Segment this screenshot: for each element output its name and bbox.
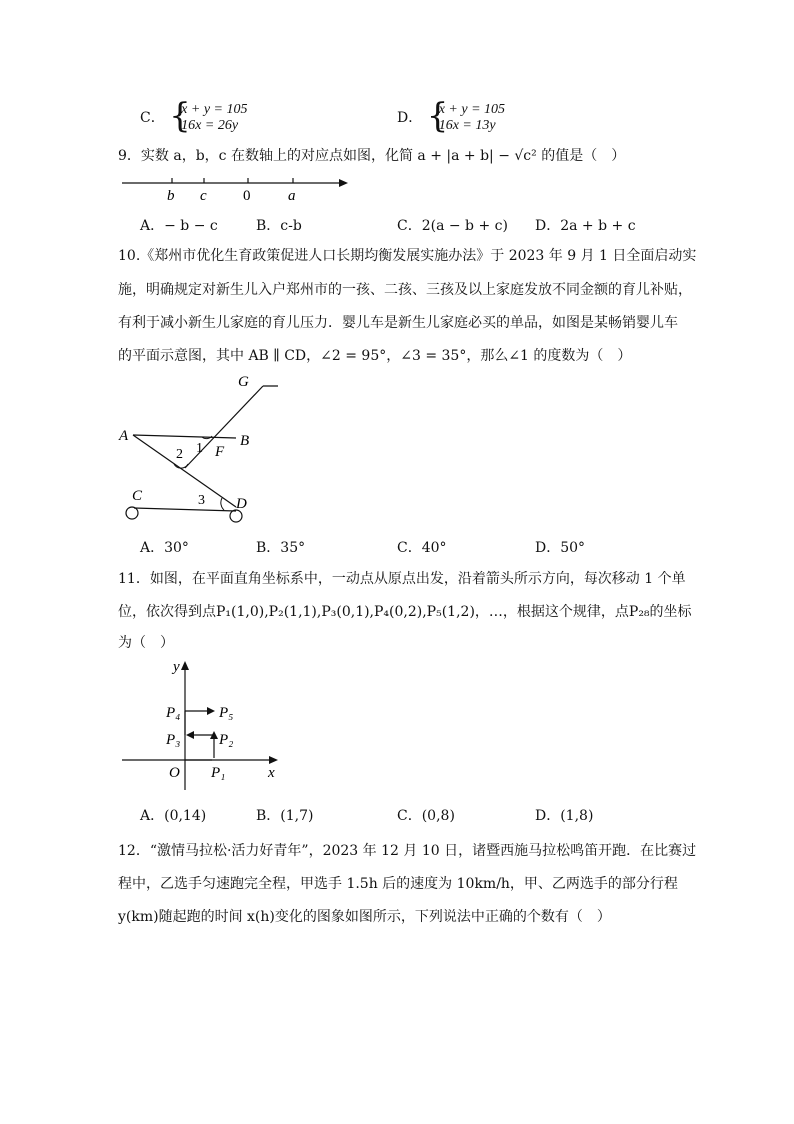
q11-option-d: D．(1,8) [535, 808, 594, 824]
segment-CD [134, 508, 236, 511]
q9-option-d: D．2a + b + c [535, 218, 636, 234]
q10-option-c: C．40° [397, 540, 447, 556]
point-P4-label: P₄ [166, 705, 181, 721]
arrow-left-icon [186, 731, 194, 739]
point-P1-label: P₁ [211, 765, 226, 781]
y-axis-arrow-icon [181, 661, 189, 670]
q11-line-2: 位，依次得到点P₁(1,0),P₂(1,1),P₃(0,1),P₄(0,2),P₅(1,2)，…，根据这个规律，点P₂₈的坐标 [118, 604, 692, 620]
point-G-label: G [238, 374, 249, 390]
q10-option-a: A．30° [140, 540, 189, 556]
q8-option-c-label: C． [140, 110, 165, 126]
q10-line-1: 10.《郑州市优化生育政策促进人口长期均衡发展实施办法》于 2023 年 9 月 1 日全面启动实 [118, 248, 697, 264]
angle-1-label: 1 [196, 441, 203, 456]
number-line-label-c: c [200, 188, 207, 204]
q11-option-b: B．(1,7) [256, 808, 314, 824]
stroller-figure [118, 370, 278, 530]
q10-option-d: D．50° [535, 540, 586, 556]
point-C-label: C [132, 488, 143, 504]
point-P2-label: P₂ [219, 732, 234, 748]
wheel-left [126, 507, 138, 519]
q8-option-c [140, 96, 248, 136]
q8-option-c-system: { x + y = 105 16x = 26y [169, 96, 248, 136]
coordinate-figure [118, 655, 288, 795]
q8-option-d-system: { x + y = 105 16x = 13y [426, 96, 506, 136]
number-line-arrow-icon [339, 179, 348, 187]
q10-line-4: 的平面示意图，其中 AB ∥ CD，∠2 = 95°，∠3 = 35°，那么∠1 的度数为（ ） [118, 348, 632, 364]
q8-option-c-eq2: 16x = 26y [181, 118, 239, 133]
q9-stem: 9．实数 a，b，c 在数轴上的对应点如图，化简 a + |a + b| − √c² 的值是（ ） [118, 148, 626, 164]
point-P3-label: P₃ [166, 732, 181, 748]
x-axis-arrow-icon [269, 756, 278, 764]
origin-label: O [169, 765, 180, 781]
y-axis-label: y [173, 659, 180, 675]
point-P5-label: P₅ [219, 705, 234, 721]
number-line-label-zero: 0 [243, 188, 251, 204]
q8-option-d [397, 96, 506, 136]
x-axis-label: x [268, 765, 275, 781]
q12-line-3: y(km)随起跑的时间 x(h)变化的图象如图所示，下列说法中正确的个数有（ ） [118, 909, 611, 925]
q8-option-d-label: D． [397, 110, 423, 126]
q9-option-c: C．2(a − b + c) [397, 218, 508, 234]
number-line-figure [118, 170, 358, 208]
point-B-label: B [240, 433, 250, 449]
q9-option-b: B．c-b [256, 218, 302, 234]
arrow-right-icon [207, 707, 215, 715]
q10-option-b: B．35° [256, 540, 306, 556]
number-line-label-b: b [167, 188, 175, 204]
q11-option-a: A．(0,14) [140, 808, 207, 824]
point-D-label: D [236, 496, 247, 512]
q9-option-a: A．− b − c [140, 218, 218, 234]
point-F-label: F [215, 444, 225, 460]
angle-3-label: 3 [198, 493, 205, 508]
segment-AB [133, 435, 236, 438]
q8-option-d-eq2: 16x = 13y [438, 118, 496, 133]
q10-line-3: 有利于减小新生儿家庭的育儿压力．婴儿车是新生儿家庭必买的单品，如图是某畅销婴儿车 [118, 315, 678, 331]
q8-option-d-eq1: x + y = 105 [438, 102, 506, 117]
q10-line-2: 施，明确规定对新生儿入户郑州市的一孩、二孩、三孩及以上家庭发放不同金额的育儿补贴， [118, 282, 692, 298]
q11-line-1: 11．如图，在平面直角坐标系中，一动点从原点出发，沿着箭头所示方向，每次移动 1 个单 [118, 571, 686, 587]
number-line-label-a: a [288, 188, 296, 204]
q11-line-3: 为（ ） [118, 635, 174, 651]
q11-option-c: C．(0,8) [397, 808, 455, 824]
point-A-label: A [119, 428, 129, 444]
q8-option-c-eq1: x + y = 105 [181, 102, 248, 117]
q12-line-1: 12．“激情马拉松·活力好青年”，2023 年 12 月 10 日，诸暨西施马拉松鸣笛开跑．在比赛过 [118, 843, 697, 859]
angle-2-label: 2 [176, 447, 183, 462]
q12-line-2: 程中，乙选手匀速跑完全程，甲选手 1.5h 后的速度为 10km/h，甲、乙两选手的部分行程 [118, 876, 678, 892]
